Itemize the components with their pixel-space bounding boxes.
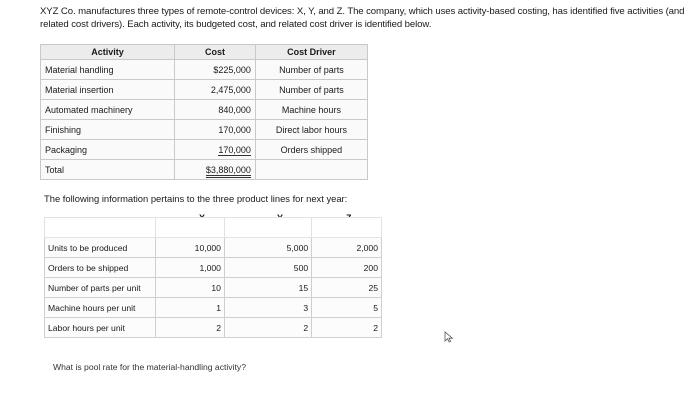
value-z: 2 — [312, 318, 382, 338]
activity-driver: Number of parts — [255, 60, 367, 80]
header-cost: Cost — [175, 45, 256, 60]
value-z: 200 — [312, 258, 382, 278]
value-y: 3 — [224, 298, 311, 318]
packaging-cost-value: 170,000 — [218, 144, 251, 155]
value-x: 1 — [155, 298, 224, 318]
activity-name: Material insertion — [41, 80, 175, 100]
table-row — [45, 298, 382, 318]
header-activity: Activity — [41, 45, 175, 60]
total-cost-value: $3,880,000 — [206, 165, 251, 178]
value-z: 5 — [312, 298, 382, 318]
activity-name: Packaging — [41, 140, 175, 160]
activity-driver: Direct labor hours — [255, 120, 367, 140]
value-z: 2,000 — [312, 238, 382, 258]
activity-name: Finishing — [41, 120, 175, 140]
table-row — [41, 120, 368, 140]
table-row — [41, 60, 368, 80]
value-x: 10 — [155, 278, 224, 298]
value-z: 25 — [312, 278, 382, 298]
table-row — [45, 318, 382, 338]
mouse-pointer-icon — [444, 331, 454, 343]
total-blank — [255, 160, 367, 180]
table-row — [41, 80, 368, 100]
table-row — [45, 238, 382, 258]
following-info-text: The following information pertains to the three product lines for next year: — [44, 193, 348, 204]
value-y: 15 — [224, 278, 311, 298]
activity-cost: 170,000 — [175, 120, 256, 140]
spacer-row — [45, 218, 382, 238]
table-header-row — [41, 45, 368, 60]
row-label: Labor hours per unit — [45, 318, 156, 338]
activity-name: Automated machinery — [41, 100, 175, 120]
row-label: Machine hours per unit — [45, 298, 156, 318]
table-row — [41, 140, 368, 160]
value-x: 2 — [155, 318, 224, 338]
total-row — [41, 160, 368, 180]
value-x: 10,000 — [155, 238, 224, 258]
table-row — [41, 100, 368, 120]
total-label: Total — [41, 160, 175, 180]
row-label: Number of parts per unit — [45, 278, 156, 298]
activity-driver: Machine hours — [255, 100, 367, 120]
activity-cost: 840,000 — [175, 100, 256, 120]
value-y: 5,000 — [224, 238, 311, 258]
blank-cell — [312, 218, 382, 238]
blank-cell — [155, 218, 224, 238]
value-y: 500 — [224, 258, 311, 278]
question-text: What is pool rate for the material-handling activity? — [53, 362, 246, 372]
activity-cost-table — [40, 44, 368, 180]
blank-cell — [45, 218, 156, 238]
total-cost — [175, 160, 256, 180]
activity-driver: Number of parts — [255, 80, 367, 100]
table-row — [45, 258, 382, 278]
activity-cost: $225,000 — [175, 60, 256, 80]
problem-intro: XYZ Co. manufactures three types of remote-control devices: X, Y, and Z. The company, which uses activity-based costing, has identified five activities (and related cost drivers). Each activity, its budgeted cost, and related cost driver is identified below. — [40, 6, 685, 30]
activity-cost: 2,475,000 — [175, 80, 256, 100]
value-x: 1,000 — [155, 258, 224, 278]
header-cost-driver: Cost Driver — [255, 45, 367, 60]
row-label: Units to be produced — [45, 238, 156, 258]
row-label: Orders to be shipped — [45, 258, 156, 278]
activity-cost — [175, 140, 256, 160]
activity-name: Material handling — [41, 60, 175, 80]
activity-driver: Orders shipped — [255, 140, 367, 160]
value-y: 2 — [224, 318, 311, 338]
blank-cell — [224, 218, 311, 238]
product-info-table — [44, 217, 382, 338]
table-row — [45, 278, 382, 298]
